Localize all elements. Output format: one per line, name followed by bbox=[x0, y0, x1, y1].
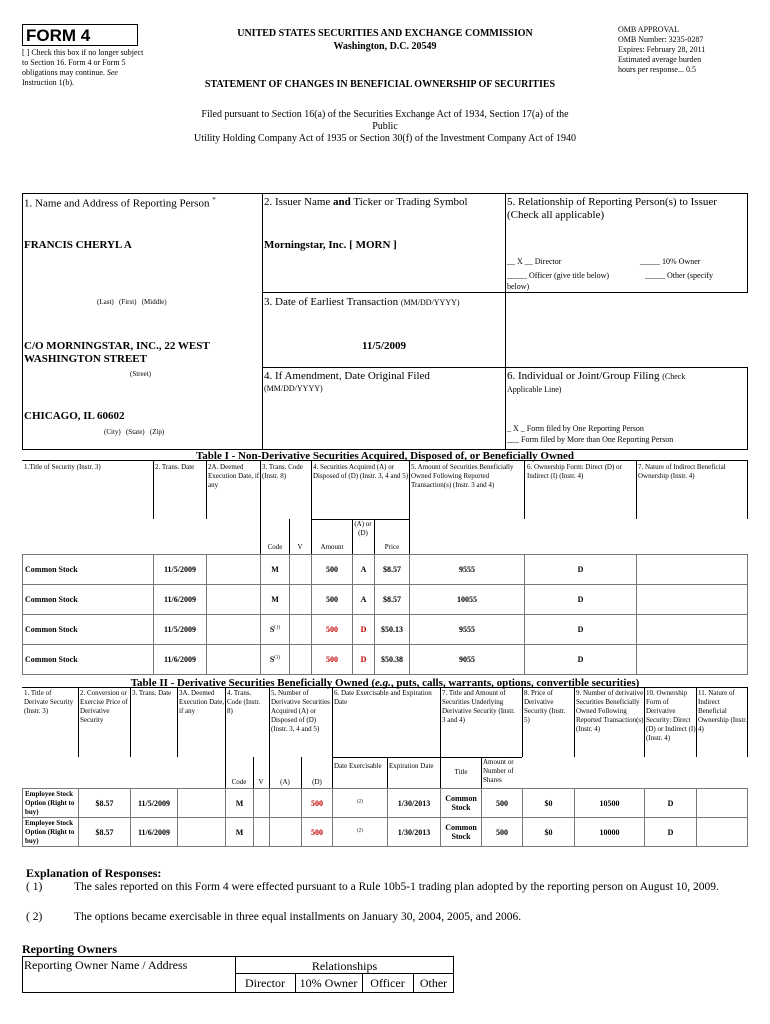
agency-location: Washington, D.C. 20549 bbox=[333, 41, 437, 52]
transaction-code bbox=[261, 585, 290, 615]
footnote-ref: (1) bbox=[274, 655, 281, 661]
name-caption: (Last) (First) (Middle) bbox=[97, 298, 167, 306]
owners-col-relationships: Relationships bbox=[311, 959, 378, 973]
t2-h7: 7. Title and Amount of Securities Underlying Derivative Security (Instr. 3 and 4) bbox=[442, 689, 515, 724]
deemed-date bbox=[207, 585, 261, 615]
v-flag bbox=[290, 615, 312, 645]
earliest-transaction-date: 11/5/2009 bbox=[361, 340, 406, 352]
box1-label: 1. Name and Address of Reporting Person * bbox=[24, 196, 216, 210]
nature-indirect bbox=[637, 555, 748, 585]
code-value: M bbox=[271, 565, 279, 574]
transaction-code: M bbox=[226, 789, 254, 818]
box5-label: 5. Relationship of Reporting Person(s) to Issuer (Check all applicable) bbox=[507, 196, 717, 221]
street-line-2: WASHINGTON STREET bbox=[24, 353, 147, 365]
security-title: Common Stock bbox=[23, 555, 154, 585]
checkbox-note: [ ] Check this box if no longer subject to Section 16. Form 4 or Form 5 obligations may continue. See Instruction 1(b). bbox=[22, 48, 144, 87]
date-exercisable bbox=[333, 818, 388, 847]
box6-label: 6. Individual or Joint/Group Filing (Check bbox=[507, 370, 686, 382]
owned-following: 9055 bbox=[410, 645, 525, 675]
table-row bbox=[23, 585, 748, 615]
t1-sub-v: V bbox=[297, 543, 303, 551]
date-exercisable bbox=[333, 789, 388, 818]
t1-sub-ad: (A) or (D) bbox=[354, 520, 372, 537]
footnote-ref: (1) bbox=[274, 625, 281, 631]
derivative-price: $0 bbox=[523, 818, 575, 847]
acquired-a bbox=[270, 789, 302, 818]
table-row bbox=[23, 645, 748, 675]
ownership-form: D bbox=[525, 585, 637, 615]
nature-indirect bbox=[637, 615, 748, 645]
ownership-form: D bbox=[525, 645, 637, 675]
nature-indirect bbox=[637, 645, 748, 675]
underlying-shares: 500 bbox=[482, 818, 523, 847]
owners-col-director: Director bbox=[245, 976, 285, 990]
omb-approval: OMB APPROVAL OMB Number: 3235-0287 Expires: February 28, 2011 Estimated average burden hours per response... 0.5 bbox=[618, 25, 706, 74]
t2-sub-a: (A) bbox=[280, 778, 290, 786]
security-title: Common Stock bbox=[23, 615, 154, 645]
conversion-price: $8.57 bbox=[79, 789, 131, 818]
amount: 500 bbox=[312, 615, 353, 645]
conversion-price: $8.57 bbox=[79, 818, 131, 847]
owned-following: 10500 bbox=[575, 789, 645, 818]
transaction-date: 11/5/2009 bbox=[154, 615, 207, 645]
t2-sub-exer: Date Exercisable bbox=[334, 762, 382, 770]
v-flag bbox=[290, 585, 312, 615]
t1-h4: 4. Securities Acquired (A) or Disposed of (D) (Instr. 3, 4 and 5) bbox=[313, 463, 409, 480]
underlying-title: Common Stock bbox=[441, 818, 482, 847]
nature-indirect bbox=[697, 789, 748, 818]
transaction-date: 11/5/2009 bbox=[131, 789, 178, 818]
t1-h1: 1.Title of Security (Instr. 3) bbox=[24, 463, 101, 471]
transaction-date: 11/6/2009 bbox=[131, 818, 178, 847]
disposed-d: 500 bbox=[302, 818, 333, 847]
acquired-disposed: A bbox=[353, 555, 375, 585]
price: $50.13 bbox=[375, 615, 410, 645]
v-flag bbox=[254, 818, 270, 847]
box4-format: (MM/DD/YYYY) bbox=[264, 384, 323, 393]
filing-one-person: _ X _ Form filed by One Reporting Person bbox=[507, 424, 644, 433]
table1-rows bbox=[22, 554, 748, 675]
statement-title: STATEMENT OF CHANGES IN BENEFICIAL OWNERSHIP OF SECURITIES bbox=[204, 79, 556, 90]
filing-multiple: ___ Form filed by More than One Reporting Person bbox=[507, 435, 674, 444]
ownership-form: D bbox=[525, 555, 637, 585]
v-flag bbox=[290, 555, 312, 585]
t2-h9: 9. Number of derivative Securities Beneficially Owned Following Reported Transaction(s) (Instr. 4) bbox=[576, 689, 644, 733]
t2-h3: 3. Trans. Date bbox=[132, 689, 172, 697]
t2-h10: 10. Ownership Form of Derivative Security: Direct (D) or Indirect (I) (Instr. 4) bbox=[646, 689, 696, 742]
t2-h4: 4. Trans. Code (Instr. 8) bbox=[227, 689, 261, 715]
deemed-date bbox=[207, 555, 261, 585]
t2-sub-code: Code bbox=[231, 778, 247, 786]
explanation-2: ( 2) The options became exercisable in three equal installments on January 30, 2004, 2005, and 2006. bbox=[26, 911, 522, 923]
t2-h1: 1. Title of Derivate Security (Instr. 3) bbox=[24, 689, 74, 715]
t1-sub-amount: Amount bbox=[320, 543, 344, 551]
security-title: Common Stock bbox=[23, 585, 154, 615]
relationship-director: __ X __ Director bbox=[507, 257, 562, 266]
t2-sub-exp: Expiration Date bbox=[389, 762, 434, 770]
issuer-name: Morningstar, Inc. [ MORN ] bbox=[264, 239, 397, 251]
nature-indirect bbox=[697, 818, 748, 847]
transaction-date: 11/6/2009 bbox=[154, 585, 207, 615]
t2-sub-v: V bbox=[258, 778, 264, 786]
t2-h6: 6. Date Exercisable and Expiration Date bbox=[334, 689, 432, 706]
street-caption: (Street) bbox=[130, 370, 151, 378]
derivative-title: Employee Stock Option (Right to buy) bbox=[23, 818, 79, 847]
owned-following: 10000 bbox=[575, 818, 645, 847]
expiration-date: 1/30/2013 bbox=[388, 789, 441, 818]
transaction-date: 11/5/2009 bbox=[154, 555, 207, 585]
t2-h5: 5. Number of Derivative Securities Acquired (A) or Disposed of (D) (Instr. 3, 4 and 5) bbox=[271, 689, 330, 733]
t1-h5: 5. Amount of Securities Beneficially Owned Following Reported Transaction(s) (Instr. 3 and 4) bbox=[411, 463, 514, 489]
box4-label: 4. If Amendment, Date Original Filed bbox=[264, 370, 430, 382]
table-row bbox=[23, 818, 748, 847]
transaction-code bbox=[261, 615, 290, 645]
city-caption: (City) (State) (Zip) bbox=[104, 428, 165, 436]
transaction-code bbox=[261, 555, 290, 585]
table-row bbox=[23, 789, 748, 818]
acquired-disposed: D bbox=[353, 615, 375, 645]
ownership-form: D bbox=[645, 818, 697, 847]
amount: 500 bbox=[312, 645, 353, 675]
code-value: S bbox=[269, 655, 275, 664]
t1-h6: 6. Ownership Form: Direct (D) or Indirect (I) (Instr. 4) bbox=[527, 463, 622, 480]
relationship-officer: _____ Officer (give title below) bbox=[507, 271, 610, 280]
acquired-disposed: D bbox=[353, 645, 375, 675]
v-flag bbox=[290, 645, 312, 675]
t1-h7: 7. Nature of Indirect Beneficial Ownership (Instr. 4) bbox=[638, 463, 726, 480]
t1-sub-code: Code bbox=[267, 543, 283, 551]
nature-indirect bbox=[637, 585, 748, 615]
owners-col-10pct: 10% Owner bbox=[299, 976, 358, 990]
t1-sub-price: Price bbox=[384, 543, 400, 551]
derivative-title: Employee Stock Option (Right to buy) bbox=[23, 789, 79, 818]
owners-col-officer: Officer bbox=[370, 976, 405, 990]
t2-sub-amt: Amount or Number of Shares bbox=[483, 758, 514, 784]
form-title: FORM 4 bbox=[26, 26, 91, 45]
derivative-price: $0 bbox=[523, 789, 575, 818]
code-value: S bbox=[269, 625, 275, 634]
t2-sub-title: Title bbox=[454, 768, 468, 776]
price: $50.38 bbox=[375, 645, 410, 675]
owners-col-other: Other bbox=[419, 976, 448, 990]
underlying-shares: 500 bbox=[482, 789, 523, 818]
price: $8.57 bbox=[375, 585, 410, 615]
expiration-date: 1/30/2013 bbox=[388, 818, 441, 847]
price: $8.57 bbox=[375, 555, 410, 585]
reporting-person-name: FRANCIS CHERYL A bbox=[24, 239, 132, 251]
explanation-title: Explanation of Responses: bbox=[26, 866, 162, 880]
acquired-a bbox=[270, 818, 302, 847]
footnote-ref: (2) bbox=[357, 798, 363, 804]
agency: UNITED STATES SECURITIES AND EXCHANGE COMMISSION bbox=[237, 28, 533, 39]
table-row bbox=[23, 615, 748, 645]
t2-h2: 2. Conversion or Exercise Price of Derivative Security bbox=[80, 689, 128, 724]
transaction-code bbox=[261, 645, 290, 675]
transaction-code: M bbox=[226, 818, 254, 847]
owners-col-name: Reporting Owner Name / Address bbox=[24, 958, 188, 972]
form-title-box bbox=[22, 24, 138, 46]
filed-pursuant: Filed pursuant to Section 16(a) of the Securities Exchange Act of 1934, Section 17(a) of the Public Utility Holding Company Act of 1935 or Section 30(f) of the Investment Company Act of 1940 bbox=[194, 109, 576, 144]
deemed-date bbox=[207, 615, 261, 645]
t1-h3: 3. Trans. Code (Instr. 8) bbox=[262, 463, 303, 480]
owners-title: Reporting Owners bbox=[22, 942, 117, 956]
relationship-10pct: _____ 10% Owner bbox=[640, 257, 701, 266]
deemed-date bbox=[178, 789, 226, 818]
transaction-date: 11/6/2009 bbox=[154, 645, 207, 675]
table2-rows bbox=[22, 788, 748, 847]
box2-label: 2. Issuer Name and Ticker or Trading Symbol bbox=[264, 196, 468, 208]
owned-following: 9555 bbox=[410, 615, 525, 645]
table-row bbox=[23, 555, 748, 585]
footnote-ref: (2) bbox=[357, 827, 363, 833]
v-flag bbox=[254, 789, 270, 818]
code-value: M bbox=[271, 595, 279, 604]
t1-h2: 2. Trans. Date bbox=[155, 463, 195, 471]
t2-h3a: 3A. Deemed Execution Date, if any bbox=[179, 689, 225, 715]
ownership-form: D bbox=[645, 789, 697, 818]
t2-h11: 11. Nature of Indirect Beneficial Ownership (Instr. 4) bbox=[698, 689, 747, 733]
acquired-disposed: A bbox=[353, 585, 375, 615]
deemed-date bbox=[178, 818, 226, 847]
table2-title: Table II - Derivative Securities Beneficially Owned (e.g., puts, calls, warrants, options, convertible securities) bbox=[130, 677, 640, 689]
owned-following: 10055 bbox=[410, 585, 525, 615]
table1-title: Table I - Non-Derivative Securities Acquired, Disposed of, or Beneficially Owned bbox=[195, 450, 575, 462]
box3-label: 3. Date of Earliest Transaction (MM/DD/YYYY) bbox=[264, 296, 460, 308]
security-title: Common Stock bbox=[23, 645, 154, 675]
amount: 500 bbox=[312, 585, 353, 615]
explanation-1: ( 1) The sales reported on this Form 4 were effected pursuant to a Rule 10b5-1 trading plan adopted by the reporting person on August 10, 2009. bbox=[26, 881, 719, 893]
ownership-form: D bbox=[525, 615, 637, 645]
underlying-title: Common Stock bbox=[441, 789, 482, 818]
deemed-date bbox=[207, 645, 261, 675]
relationship-below: below) bbox=[507, 282, 530, 291]
city-state-zip: CHICAGO, IL 60602 bbox=[24, 410, 125, 422]
box6-label-2: Applicable Line) bbox=[507, 385, 562, 394]
t2-h8: 8. Price of Derivative Security (Instr. 5) bbox=[524, 689, 566, 724]
amount: 500 bbox=[312, 555, 353, 585]
t2-sub-d: (D) bbox=[312, 778, 322, 786]
relationship-other: _____ Other (specify bbox=[645, 271, 713, 280]
disposed-d: 500 bbox=[302, 789, 333, 818]
t1-h2a: 2A. Deemed Execution Date, if any bbox=[208, 463, 260, 489]
owned-following: 9555 bbox=[410, 555, 525, 585]
street-line-1: C/O MORNINGSTAR, INC., 22 WEST bbox=[24, 340, 210, 352]
